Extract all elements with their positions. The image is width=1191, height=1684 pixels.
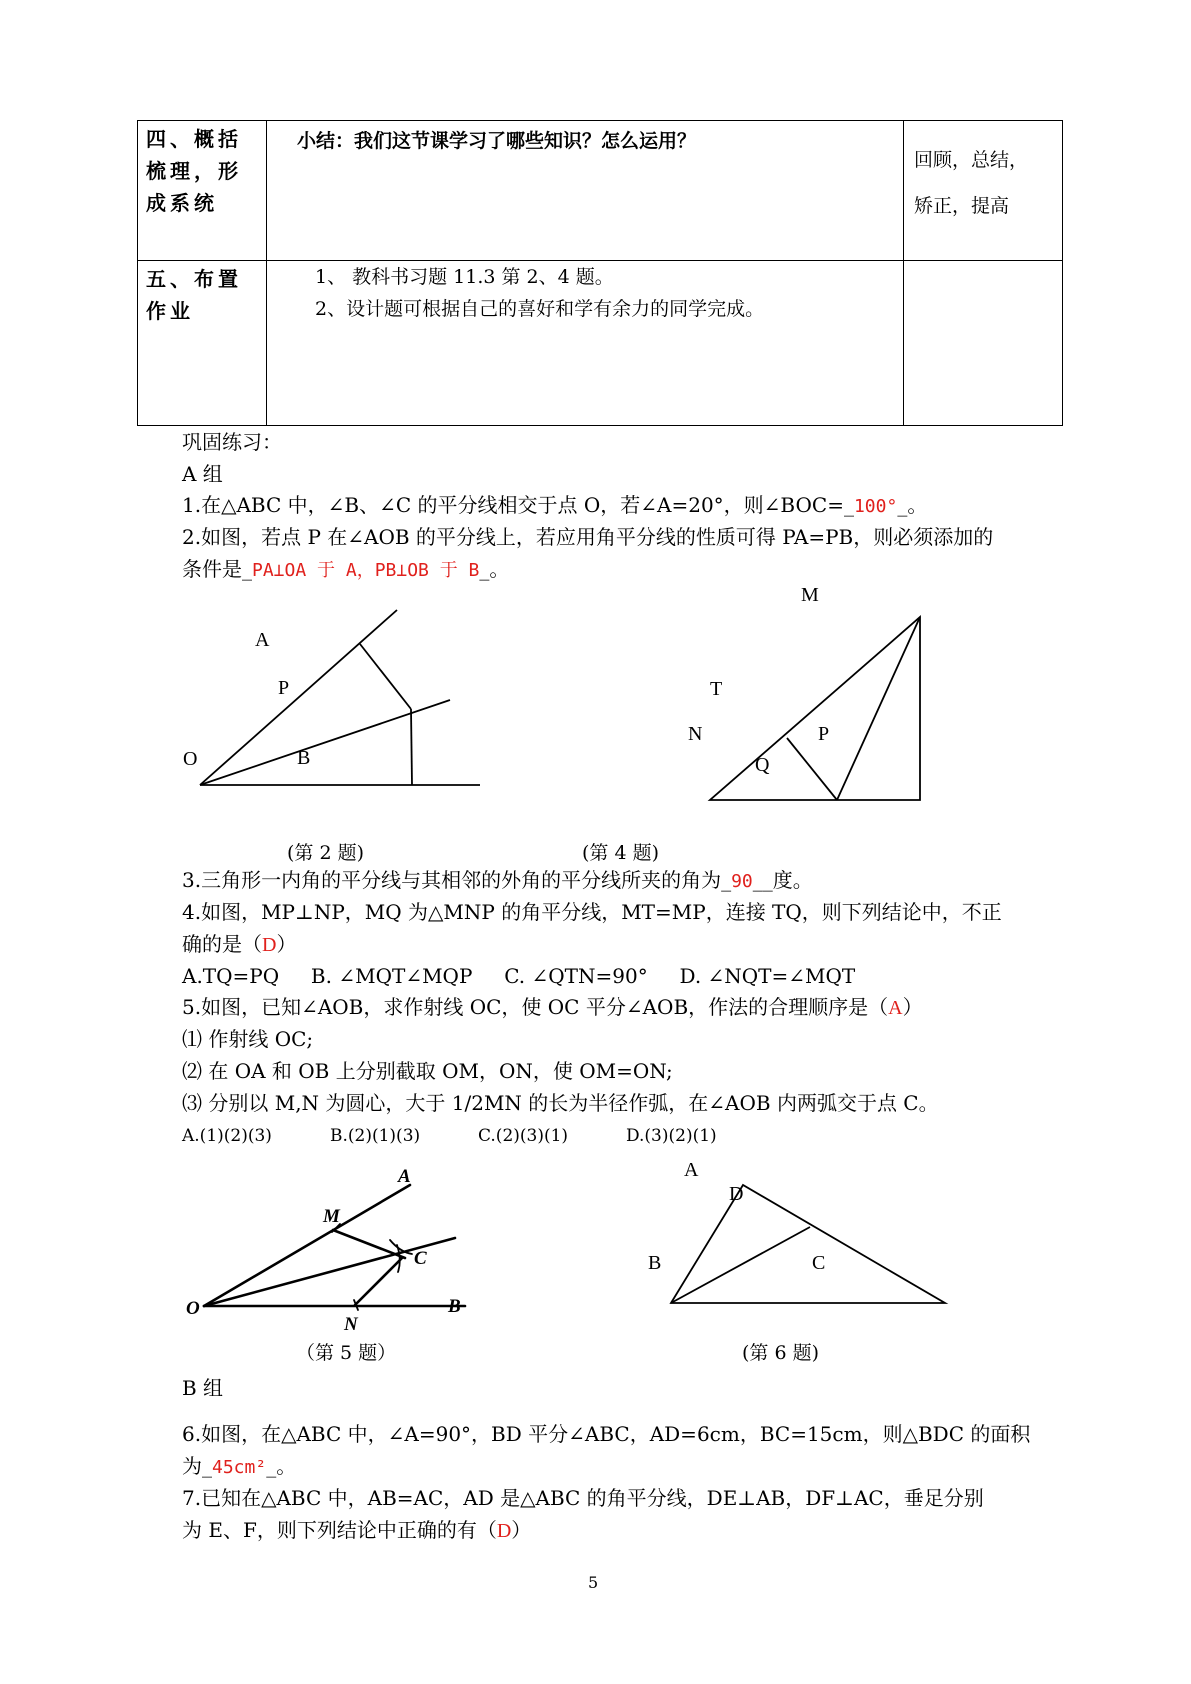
q3-text: 3.三角形一内角的平分线与其相邻的外角的平分线所夹的角为 [182,868,722,892]
figure-6 [640,1155,960,1320]
q6-tail: _。 [266,1454,297,1478]
question-5-line1 [182,993,923,1022]
question-4-options: A.TQ=PQ B. ∠MQT∠MQP C. ∠QTN=90° D. ∠NQT=∠MQT [182,964,856,988]
q1-answer: 100° [853,496,898,517]
row-title-text: 五、布置作业 [146,267,242,323]
question-3: 3.三角形一内角的平分线与其相邻的外角的平分线所夹的角为_90__度。 [182,868,813,892]
label-p: P [278,677,290,699]
label-n: N [344,1314,358,1335]
segment-tq [787,738,837,800]
label-a: A [255,629,270,651]
homework-item: 1、 教科书习题 11.3 第 2、4 题。 [315,266,614,288]
row-note [904,121,1063,261]
label-o: O [186,1298,200,1319]
row-note [904,261,1063,426]
label-p: P [818,723,830,745]
q7-tail: ） [511,1518,532,1542]
bisector-mq [837,617,920,800]
segment-nc [355,1258,402,1305]
q3-tail: __度。 [752,868,813,892]
label-m: M [323,1206,340,1227]
label-q: Q [755,754,770,776]
table-row [138,261,1063,426]
caption-fig2: (第 2 题) [287,842,364,864]
caption-fig5: （第 5 题） [296,1342,397,1364]
lesson-table [137,120,1063,426]
homework-item: 2、设计题可根据自己的喜好和学有余力的同学完成。 [315,298,765,320]
question-6-line2: 为_45cm²_。 [182,1454,297,1478]
label-a: A [684,1159,699,1181]
label-c: C [812,1252,826,1274]
label-b: B [648,1252,662,1274]
page-number: 5 [588,1573,599,1592]
figure-5 [180,1160,480,1340]
question-2-line1: 2.如图，若点 P 在∠AOB 的平分线上，若应用角平分线的性质可得 PA=PB，则必须添加的 [182,525,994,549]
label-m: M [801,585,819,606]
q5-option: A.(1)(2)(3) [182,1126,272,1146]
q7-answer: D [496,1520,512,1542]
label-o: O [183,748,198,770]
row-content [267,261,904,426]
group-b-label: B 组 [182,1376,224,1400]
question-7-line1: 7.已知在△ABC 中，AB=AC，AD 是△ABC 的角平分线，DE⊥AB，DF⊥AC，垂足分别 [182,1486,984,1510]
ray-oa [204,1185,410,1306]
figure-2 [175,600,515,800]
q5-answer: A [888,997,903,1019]
question-4-line2 [182,930,296,959]
caption-fig4: (第 4 题) [582,842,659,864]
perp-pa [360,644,411,709]
bisector-bd [671,1227,810,1303]
q2-prefix: 条件是 [182,557,242,581]
q4-tail: ） [276,932,297,956]
row-content [267,121,904,261]
q3-answer: 90 [731,871,753,892]
question-5-step: ⑶ 分别以 M,N 为圆心，大于 1/2MN 的长为半径作弧，在∠AOB 内两弧交于点 C。 [182,1091,939,1115]
label-a: A [398,1166,411,1187]
note-line: 矫正，提高 [914,195,1010,217]
row-title [138,261,267,426]
exercise-heading: 巩固练习： [182,430,282,454]
q1-text: 1.在△ABC 中，∠B、∠C 的平分线相交于点 O，若∠A=20°，则∠BOC= [182,493,844,517]
question-2-line2: 条件是_PA⊥OA 于 A，PB⊥OB 于 B_。 [182,557,510,581]
label-b: B [297,747,311,769]
question-5-step: ⑵ 在 OA 和 OB 上分别截取 OM，ON，使 OM=ON; [182,1059,673,1083]
row-title [138,121,267,261]
q5-tail: ） [902,995,923,1019]
figure-4 [680,585,940,805]
caption-fig6: (第 6 题) [742,1342,819,1364]
q6-prefix: 为 [182,1454,202,1478]
question-7-line2 [182,1516,531,1545]
q2-tail: _。 [479,557,510,581]
q7-prefix: 为 E、F，则下列结论中正确的有（ [182,1518,497,1542]
triangle-abc [671,1185,945,1303]
q5-option: D.(3)(2)(1) [626,1126,717,1146]
q4-answer: D [262,934,277,956]
question-4-line1: 4.如图，MP⊥NP，MQ 为△MNP 的角平分线，MT=MP，连接 TQ，则下列结论中，不正 [182,900,1002,924]
question-1: 1.在△ABC 中，∠B、∠C 的平分线相交于点 O，若∠A=20°，则∠BOC=_100°_。 [182,493,928,517]
row-title-text: 四、概括梳理，形成系统 [146,127,242,215]
group-a-label: A 组 [182,462,223,486]
question-6-line1: 6.如图，在△ABC 中，∠A=90°，BD 平分∠ABC，AD=6cm，BC=15cm，则△BDC 的面积 [182,1422,1031,1446]
q6-answer: 45cm² [212,1457,267,1478]
q1-tail: _。 [897,493,928,517]
q4-prefix: 确的是（ [182,932,262,956]
label-t: T [710,678,723,700]
label-n: N [688,723,703,745]
q5-option: B.(2)(1)(3) [330,1126,421,1146]
note-line: 回顾，总结， [914,149,1029,171]
question-5-step: ⑴ 作射线 OC; [182,1027,314,1051]
table-row [138,121,1063,261]
q5-option: C.(2)(3)(1) [478,1126,569,1146]
label-b: B [448,1296,461,1317]
q5-text: 5.如图，已知∠AOB，求作射线 OC，使 OC 平分∠AOB，作法的合理顺序是（ [182,995,889,1019]
label-d: D [729,1183,744,1205]
perp-pb [411,709,412,785]
label-c: C [414,1248,427,1269]
summary-question: 小结：我们这节课学习了哪些知识？怎么运用？ [297,130,697,152]
q2-answer: PA⊥OA 于 A，PB⊥OB 于 B [252,560,480,581]
